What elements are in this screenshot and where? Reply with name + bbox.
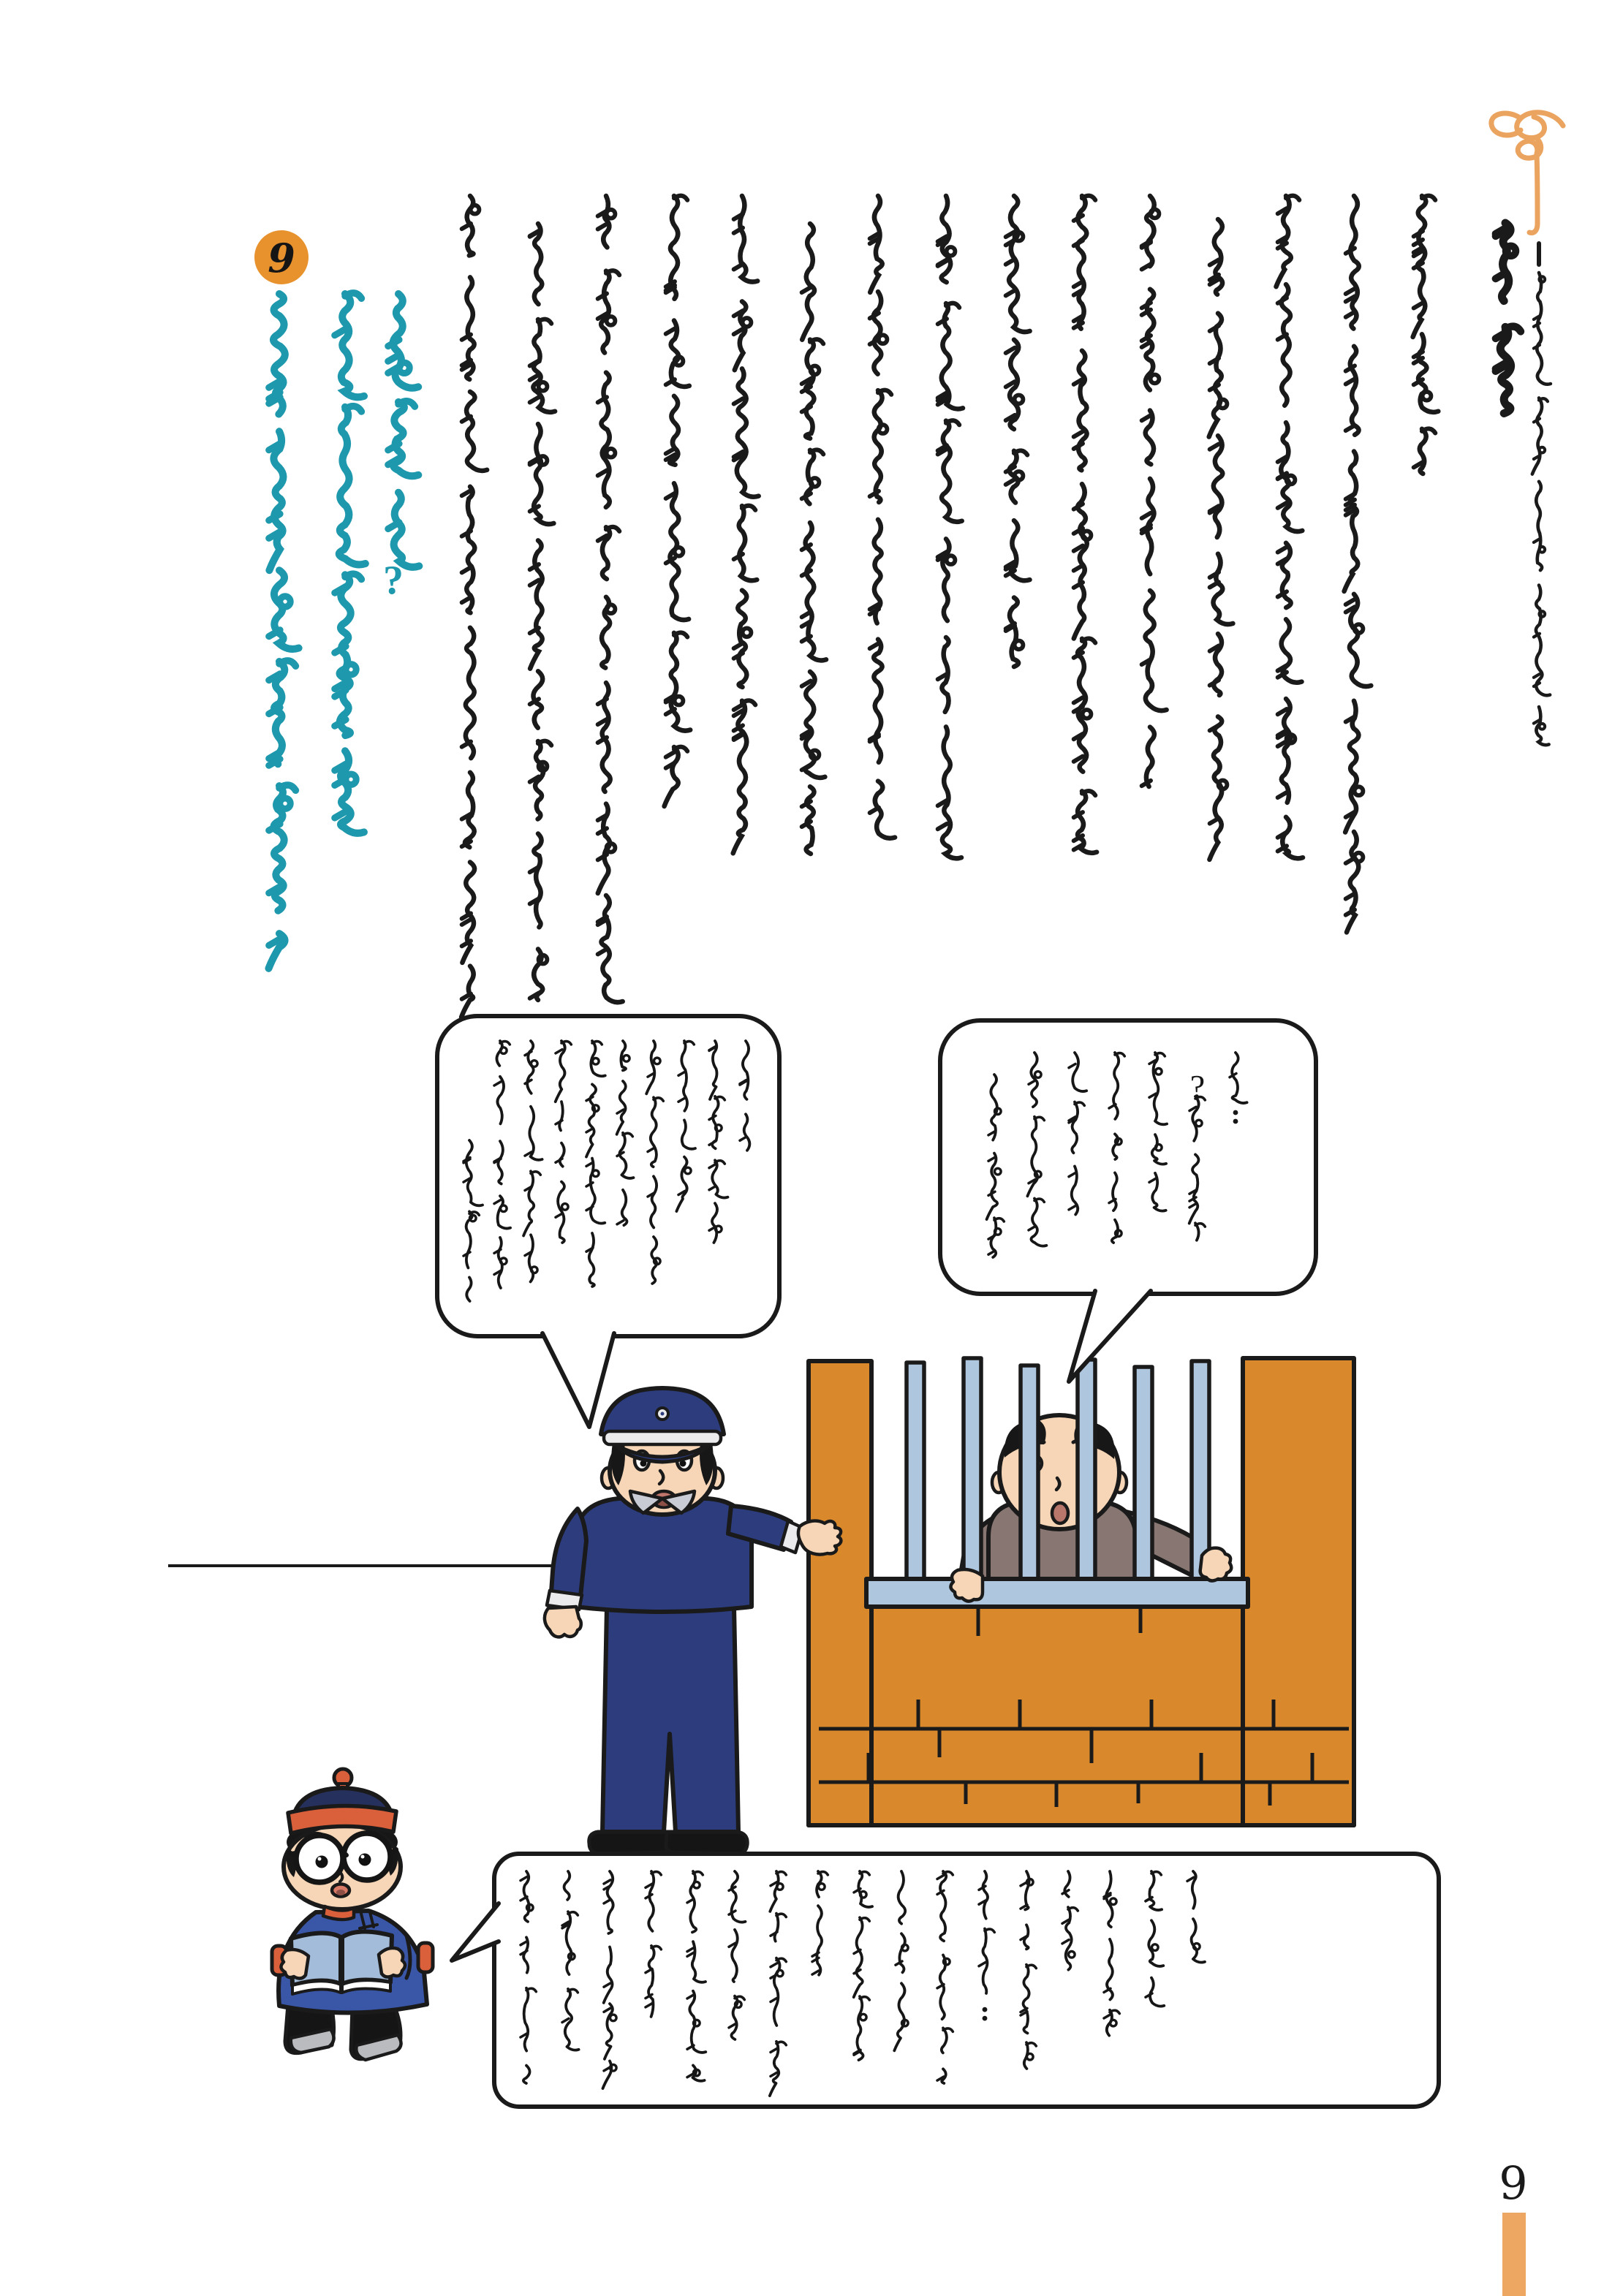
script-stroke (1355, 624, 1363, 633)
script-stroke (947, 247, 956, 256)
script-stroke (1537, 273, 1551, 384)
script-stroke (1213, 554, 1233, 624)
script-stroke (743, 628, 752, 637)
script-stroke (1233, 1110, 1238, 1115)
unit-subtitle-vertical-script (1532, 273, 1551, 745)
script-stroke (674, 747, 687, 751)
script-stroke (388, 523, 399, 529)
script-stroke (1082, 791, 1095, 795)
script-stroke (1287, 476, 1295, 485)
script-stroke (1210, 680, 1219, 685)
script-stroke (388, 355, 399, 361)
script-stroke (802, 765, 811, 770)
script-stroke (280, 596, 290, 607)
page-number: 9 (1499, 2156, 1528, 2210)
script-stroke (879, 425, 888, 433)
jail-bars-rail (866, 1579, 1248, 1607)
script-stroke (1082, 196, 1095, 200)
policeman-figure (545, 1388, 841, 1854)
script-stroke (742, 700, 755, 705)
script-stroke (870, 808, 879, 813)
script-stroke (539, 382, 548, 391)
lesson-number: 9 (268, 235, 295, 281)
script-stroke (946, 303, 959, 308)
script-stroke (1010, 598, 1018, 667)
script-stroke (1210, 582, 1219, 587)
script-stroke (1078, 351, 1086, 471)
script-stroke (1015, 471, 1024, 480)
lesson-title-vertical-script (269, 293, 420, 969)
script-stroke (466, 628, 474, 758)
script-stroke (1278, 298, 1287, 303)
script-stroke (802, 287, 811, 292)
script-stroke (345, 406, 361, 412)
script-stroke (1346, 599, 1355, 605)
script-stroke (1006, 466, 1015, 471)
script-stroke (466, 392, 487, 471)
script-stroke (335, 811, 346, 818)
script-stroke (534, 834, 541, 928)
corner-accent-bar (1502, 2213, 1526, 2296)
script-stroke (340, 575, 351, 735)
script-stroke (530, 540, 542, 668)
script-stroke (1355, 787, 1363, 795)
script-stroke (471, 205, 480, 214)
script-stroke (874, 640, 882, 762)
script-stroke (530, 360, 539, 365)
script-stroke (1074, 565, 1083, 570)
script-stroke (1496, 363, 1506, 368)
flourish-ornament-icon (1491, 113, 1563, 233)
script-stroke (1151, 210, 1159, 219)
script-stroke (1346, 425, 1355, 431)
script-stroke (530, 397, 539, 402)
script-stroke (346, 664, 356, 675)
script-stroke (1083, 531, 1092, 539)
lesson-body-vertical-script (461, 196, 1438, 1018)
script-stroke (1210, 818, 1219, 823)
script-stroke (1233, 1119, 1238, 1124)
script-stroke (734, 653, 743, 659)
script-stroke (1014, 450, 1027, 455)
script-stroke (1006, 348, 1015, 353)
boy-figure (272, 1769, 433, 2060)
script-stroke (603, 196, 609, 247)
script-stroke (462, 224, 471, 229)
script-stroke (802, 224, 814, 340)
script-stroke (666, 752, 675, 757)
script-stroke (341, 294, 364, 397)
script-stroke (942, 421, 962, 522)
script-stroke (1006, 290, 1015, 295)
script-stroke (874, 390, 882, 502)
script-stroke (399, 363, 409, 373)
script-stroke (671, 633, 691, 731)
script-stroke (1346, 312, 1355, 317)
script-stroke (1074, 240, 1083, 246)
script-stroke (1346, 249, 1355, 254)
script-stroke (938, 259, 947, 265)
script-stroke (1505, 327, 1521, 332)
script-stroke (1074, 504, 1083, 509)
script-stroke (345, 574, 361, 579)
script-stroke (279, 661, 295, 666)
script-stroke (1210, 444, 1219, 450)
script-stroke (1422, 196, 1435, 200)
script-stroke (802, 612, 811, 617)
script-stroke (538, 741, 551, 746)
script-stroke (1074, 216, 1083, 221)
prisoner-question-mark: ? (1189, 1068, 1206, 1105)
policeman-right-hand (798, 1521, 841, 1555)
script-stroke (607, 210, 616, 219)
script-stroke (733, 701, 747, 854)
script-stroke (1151, 375, 1159, 384)
script-stroke (1278, 547, 1287, 552)
script-stroke (394, 493, 420, 567)
script-stroke (1142, 513, 1151, 518)
script-stroke (1145, 591, 1166, 711)
script-stroke (1423, 392, 1431, 401)
script-stroke (279, 785, 295, 790)
script-stroke (740, 196, 757, 282)
script-stroke (1074, 444, 1083, 449)
script-stroke (1006, 480, 1015, 485)
speech-bubble-policeman (437, 1016, 779, 1427)
script-stroke (1210, 725, 1219, 730)
script-stroke (1015, 395, 1024, 404)
script-stroke (1534, 674, 1540, 678)
script-stroke (465, 773, 474, 847)
script-stroke (1540, 547, 1546, 553)
script-stroke (607, 449, 616, 458)
script-stroke (280, 798, 290, 808)
script-stroke (1534, 683, 1540, 686)
script-stroke (607, 844, 616, 852)
script-stroke (1346, 289, 1355, 294)
script-stroke (1496, 228, 1506, 234)
lesson-number-badge (254, 230, 309, 284)
script-stroke (1346, 893, 1355, 898)
script-stroke (810, 450, 823, 454)
prisoner-mouth (1052, 1503, 1068, 1523)
script-stroke (1146, 196, 1154, 266)
script-stroke (1420, 429, 1426, 474)
prison-left-pillar (809, 1361, 871, 1825)
script-stroke (1347, 832, 1358, 933)
script-stroke (462, 567, 471, 572)
script-stroke (878, 390, 891, 395)
script-stroke (346, 774, 356, 784)
script-stroke (666, 329, 675, 334)
script-stroke (874, 292, 881, 374)
script-stroke (606, 270, 619, 275)
script-stroke (675, 548, 684, 556)
script-stroke (462, 597, 471, 602)
script-stroke (1540, 447, 1546, 453)
script-stroke (946, 420, 959, 425)
script-stroke (675, 697, 684, 705)
script-stroke (983, 2016, 988, 2021)
script-stroke (538, 319, 551, 324)
script-stroke (1532, 398, 1542, 474)
lesson-title-question-mark: ? (383, 558, 404, 603)
script-stroke (1539, 398, 1548, 401)
script-stroke (742, 506, 755, 510)
script-stroke (1015, 641, 1024, 650)
script-stroke (1146, 727, 1154, 787)
script-stroke (1496, 273, 1506, 279)
script-stroke (1009, 196, 1030, 332)
script-stroke (947, 556, 956, 564)
script-stroke (1414, 303, 1423, 308)
script-stroke (870, 643, 879, 648)
script-stroke (802, 406, 811, 412)
script-stroke (598, 224, 607, 229)
script-stroke (938, 824, 947, 829)
script-stroke (942, 727, 961, 858)
script-stroke (1006, 259, 1015, 265)
script-stroke (1082, 638, 1095, 643)
script-stroke (1286, 196, 1299, 200)
prison-right-pillar (1243, 1358, 1354, 1825)
unit-title-vertical-script (1496, 223, 1521, 414)
script-stroke (1219, 781, 1227, 789)
script-stroke (739, 506, 757, 580)
script-stroke (1536, 586, 1550, 696)
script-stroke (598, 470, 607, 475)
script-stroke (1350, 196, 1359, 329)
script-stroke (802, 493, 811, 499)
script-stroke (1074, 431, 1083, 436)
script-stroke (1534, 345, 1540, 349)
script-stroke (1214, 436, 1223, 537)
script-stroke (1536, 482, 1542, 570)
script-stroke (1422, 428, 1435, 433)
script-stroke (1540, 724, 1546, 730)
script-stroke (1214, 634, 1222, 695)
script-stroke (983, 2007, 988, 2012)
script-stroke (462, 417, 471, 422)
script-stroke (1414, 231, 1423, 236)
script-stroke (734, 264, 743, 269)
script-stroke (598, 949, 607, 954)
script-stroke (810, 339, 823, 344)
script-stroke (335, 329, 346, 336)
script-stroke (805, 672, 825, 778)
script-stroke (743, 318, 752, 327)
script-stroke (1282, 543, 1291, 607)
script-stroke (345, 293, 361, 298)
script-stroke (1344, 452, 1358, 591)
script-stroke (1074, 697, 1083, 702)
script-stroke (461, 966, 474, 1018)
illustration-scene (168, 1016, 1439, 2107)
script-stroke (1278, 792, 1287, 797)
script-stroke (1355, 853, 1363, 862)
script-stroke (1219, 400, 1227, 409)
script-stroke (870, 313, 879, 318)
script-stroke (1496, 333, 1506, 338)
script-stroke (1282, 699, 1290, 803)
script-stroke (1142, 342, 1151, 347)
script-stroke (879, 335, 888, 344)
script-stroke (1074, 281, 1083, 287)
script-stroke (1142, 415, 1151, 420)
script-stroke (734, 643, 743, 648)
script-stroke (466, 487, 474, 613)
script-stroke (1346, 379, 1355, 384)
script-stroke (339, 407, 366, 565)
script-stroke (811, 478, 820, 487)
script-stroke (1083, 710, 1092, 719)
script-stroke (1350, 346, 1359, 435)
script-stroke (1282, 817, 1303, 859)
script-stroke (674, 196, 687, 200)
script-stroke (607, 605, 616, 613)
script-stroke (1534, 539, 1540, 542)
script-stroke (601, 373, 609, 507)
script-stroke (393, 402, 418, 476)
script-stroke (811, 366, 820, 375)
script-stroke (674, 632, 687, 637)
speech-bubble-boy (452, 1854, 1439, 2107)
script-stroke (606, 527, 619, 531)
script-stroke (737, 368, 759, 496)
script-stroke (607, 317, 616, 325)
